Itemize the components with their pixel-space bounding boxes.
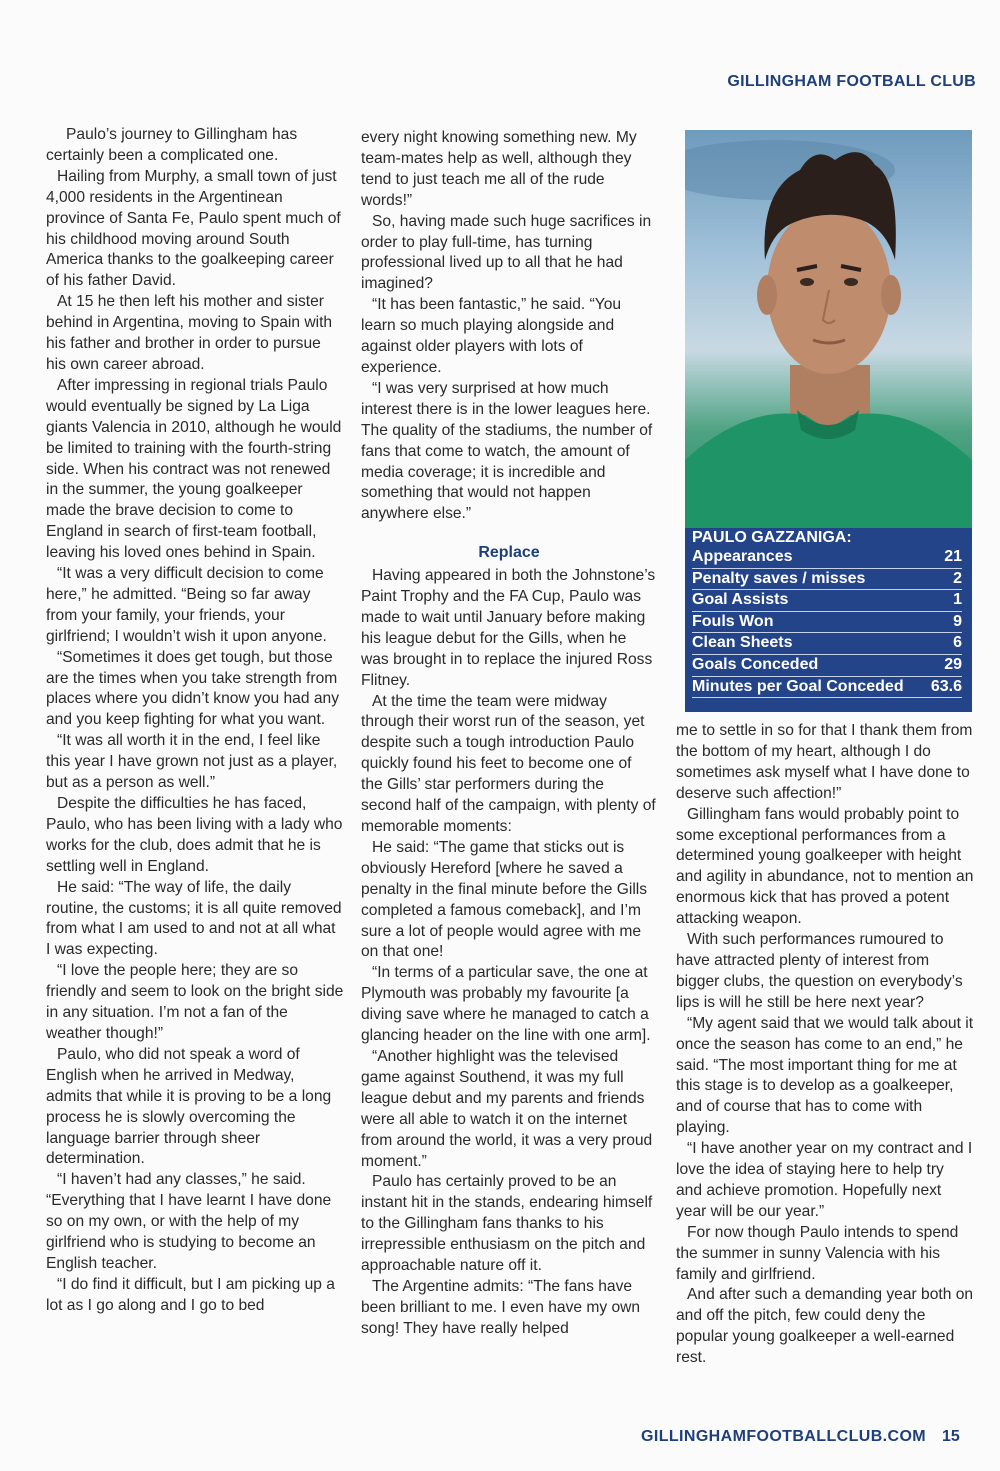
paragraph: “I haven’t had any classes,” he said. “Everything that I have learnt I have done so on my own, or with the help of my girlfriend who is studying to become an English teacher. [46, 1171, 332, 1272]
player-photo [685, 130, 972, 530]
paragraph: “Another highlight was the televised game against Southend, it was my full league debut and my parents and friends were all able to watch it on the internet from around the world, it was a very proud moment.” [361, 1047, 653, 1170]
paragraph: Gillingham fans would probably point to some exceptional performances from a determined young goalkeeper with height and agility in abundance, not to mention an enormous kick that has proved a potent attacking weapon. [676, 805, 974, 928]
article-column-2 [361, 128, 657, 1340]
stat-label: Penalty saves / misses [692, 569, 866, 587]
article-column-3 [676, 721, 974, 1369]
paragraph: At the time the team were midway through their worst run of the season, yet despite such a tough introduction Paulo quickly found his feet to become one of the Gills’ star performers during the second half of the campaign, with plenty of memorable moments: [361, 692, 656, 835]
paragraph: For now though Paulo intends to spend the summer in sunny Valencia with his family and girlfriend. [676, 1223, 959, 1283]
article-column-1 [46, 125, 344, 1317]
stat-row [692, 590, 962, 612]
paragraph: And after such a demanding year both on and off the pitch, few could deny the popular young goalkeeper a well-earned rest. [676, 1286, 974, 1367]
paragraph: Paulo has certainly proved to be an instant hit in the stands, endearing himself to the Gillingham fans thanks to his irrepressible enthusiasm on the pitch and approachable nature off it. [361, 1173, 653, 1275]
stat-row [692, 677, 962, 699]
paragraph: With such performances rumoured to have attracted plenty of interest from bigger clubs, the question on everybody’s lips is will he still be here next year? [676, 931, 963, 1011]
paragraph: Paulo’s journey to Gillingham has certainly been a complicated one. [46, 126, 298, 164]
stat-row [692, 633, 962, 655]
club-header: GILLINGHAM FOOTBALL CLUB [727, 73, 976, 90]
paragraph: every night knowing something new. My team-mates help as well, although they tend to just teach me all of the rude words!” [361, 129, 637, 209]
paragraph: “I was very surprised at how much interest there is in the lower leagues here. The quality of the stadiums, the number of fans that come to watch, the amount of media coverage; it is incredible and something that would not happen anywhere else.” [361, 379, 653, 523]
paragraph: He said: “The way of life, the daily routine, the customs; it is all quite removed from what I am used to and not at all what I was expecting. [46, 878, 342, 959]
stat-row [692, 569, 962, 591]
stat-label: Goals Conceded [692, 655, 819, 673]
stat-row [692, 612, 962, 634]
paragraph: He said: “The game that sticks out is obviously Hereford [where he saved a penalty in the final minute before the Gills completed a famous comeback], and I’m sure a lot of people would agree with me on that one! [361, 838, 648, 961]
paragraph: “It was a very difficult decision to come here,” he admitted. “Being so far away from your family, your friends, your girlfriend; I wouldn’t wish it upon anyone. [46, 565, 327, 645]
stat-label: Appearances [692, 548, 793, 565]
paragraph: “Sometimes it does get tough, but those are the times when you take strength from places where you didn’t know you had any and you keep fighting for what you want. [46, 648, 339, 729]
stat-label: Clean Sheets [692, 634, 793, 652]
paragraph: “I have another year on my contract and I love the idea of staying here to help try and achieve promotion. Hopefully next year will be our year.” [676, 1140, 973, 1220]
stat-label: Minutes per Goal Conceded [692, 677, 904, 695]
section-subheading: Replace [478, 544, 540, 562]
paragraph: At 15 he then left his mother and sister behind in Argentina, moving to Spain with his father and brother in order to pursue his own career abroad. [46, 293, 333, 373]
paragraph: “In terms of a particular save, the one at Plymouth was probably my favourite [a diving save where he managed to catch a glancing header on the line with one arm]. [361, 964, 651, 1045]
page-number: 15 [942, 1428, 960, 1445]
paragraph: Having appeared in both the Johnstone’s Paint Trophy and the FA Cup, Paulo was made to wait until January before making his league debut for the Gills, when he was brought in to replace the injured Ross Flitney. [361, 567, 656, 689]
footer-url[interactable]: GILLINGHAMFOOTBALLCLUB.COM [641, 1428, 927, 1445]
stat-row [692, 655, 962, 677]
paragraph: Paulo, who did not speak a word of English when he arrived in Medway, admits that while it is proving to be a long process he is slowly overcoming the language barrier through sheer determination. [46, 1045, 332, 1168]
player-stats-box [685, 528, 972, 712]
paragraph: After impressing in regional trials Paulo would eventually be signed by La Liga giants Valencia in 2010, although he would be limited to training with the fourth-string side. When his contract was not renewed in the summer, the young goalkeeper made the brave decision to come to England in search of first-team football, leaving his loved ones behind in Spain. [46, 376, 342, 562]
stat-value: 29 [944, 655, 962, 673]
stat-row [692, 547, 962, 569]
stat-value: 2 [953, 569, 962, 587]
paragraph: So, having made such huge sacrifices in order to play full-time, has turning professional lived up to all that he had imagined? [361, 212, 652, 293]
paragraph: “My agent said that we would talk about it once the season has come to an end,” he said. “The most important thing for me at this stage is to develop as a goalkeeper, and of course that has to come with playing. [676, 1014, 974, 1137]
stat-value: 9 [953, 612, 962, 630]
paragraph: “It has been fantastic,” he said. “You learn so much playing alongside and against older players with lots of experience. [361, 296, 622, 376]
paragraph: Despite the difficulties he has faced, Paulo, who has been living with a lady who works for the club, does admit that he is settling well in England. [46, 795, 343, 875]
paragraph: The Argentine admits: “The fans have been brilliant to me. I even have my own song! They have really helped [361, 1277, 641, 1337]
stat-label: Fouls Won [692, 612, 774, 630]
stat-value: 6 [953, 634, 962, 652]
stat-value: 1 [953, 591, 962, 609]
stat-label: Goal Assists [692, 591, 789, 609]
paragraph: Hailing from Murphy, a small town of just 4,000 residents in the Argentinean province of Santa Fe, Paulo spent much of his childhood moving around South America thanks to the goalkeeping career of his father David. [46, 167, 341, 290]
stat-value: 63.6 [930, 677, 962, 695]
paragraph: me to settle in so for that I thank them from the bottom of my heart, although I do sometimes ask myself what I have done to deserve such affection!” [676, 722, 973, 802]
stat-value: 21 [944, 548, 962, 565]
paragraph: “I do find it difficult, but I am picking up a lot as I go along and I go to bed [46, 1275, 335, 1314]
paragraph: “It was all worth it in the end, I feel like this year I have grown not just as a player, but as a person as well.” [46, 732, 338, 792]
stats-title: PAULO GAZZANIGA: [692, 529, 852, 546]
paragraph: “I love the people here; they are so friendly and seem to look on the bright side in any situation. I’m not a fan of the weather though!” [46, 962, 344, 1042]
